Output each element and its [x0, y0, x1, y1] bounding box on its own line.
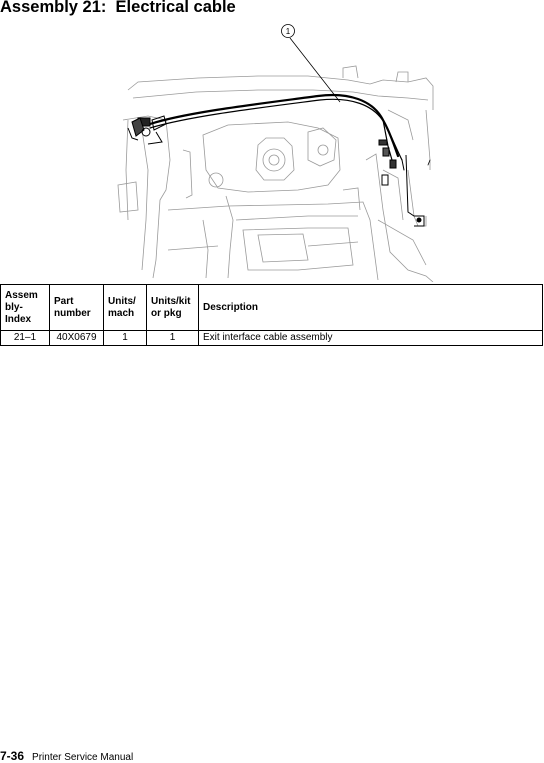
page-title: Assembly 21: Electrical cable [0, 0, 236, 16]
electrical-cable [150, 95, 430, 170]
header-kit-line-1: Units/kit [151, 295, 191, 307]
frame-linework [118, 66, 433, 282]
header-index-line-1: Assem [5, 289, 38, 301]
header-units-kit [147, 285, 199, 331]
manual-title: Printer Service Manual [32, 752, 134, 763]
callout-number: 1 [285, 27, 291, 36]
cell-index: 21–1 [1, 331, 50, 346]
header-assembly-index [1, 285, 50, 331]
header-part-line-1: Part [54, 295, 74, 307]
parts-table [0, 284, 543, 346]
header-part-line-2: number [54, 307, 91, 319]
header-index-line-3: Index [5, 313, 32, 325]
header-units-mach [104, 285, 147, 331]
cell-description: Exit interface cable assembly [199, 331, 543, 346]
header-index-line-2: bly- [5, 301, 23, 313]
header-description: Description [199, 285, 543, 331]
page-number: 7-36 [0, 749, 25, 763]
cell-units-kit: 1 [147, 331, 199, 346]
exploded-view-illustration [108, 20, 438, 282]
connector-bracket [379, 140, 424, 226]
assembly-drawing [108, 20, 438, 282]
header-kit-line-2: or pkg [151, 307, 182, 319]
table-header-row [1, 285, 543, 331]
header-units-line-1: Units/ [108, 295, 136, 307]
page-footer [0, 749, 133, 763]
callout-leader-line [290, 38, 340, 102]
header-units-line-2: mach [108, 307, 135, 319]
cell-units-mach: 1 [104, 331, 147, 346]
header-part-number [50, 285, 104, 331]
table-row [1, 331, 543, 346]
cell-part-number: 40X0679 [50, 331, 104, 346]
